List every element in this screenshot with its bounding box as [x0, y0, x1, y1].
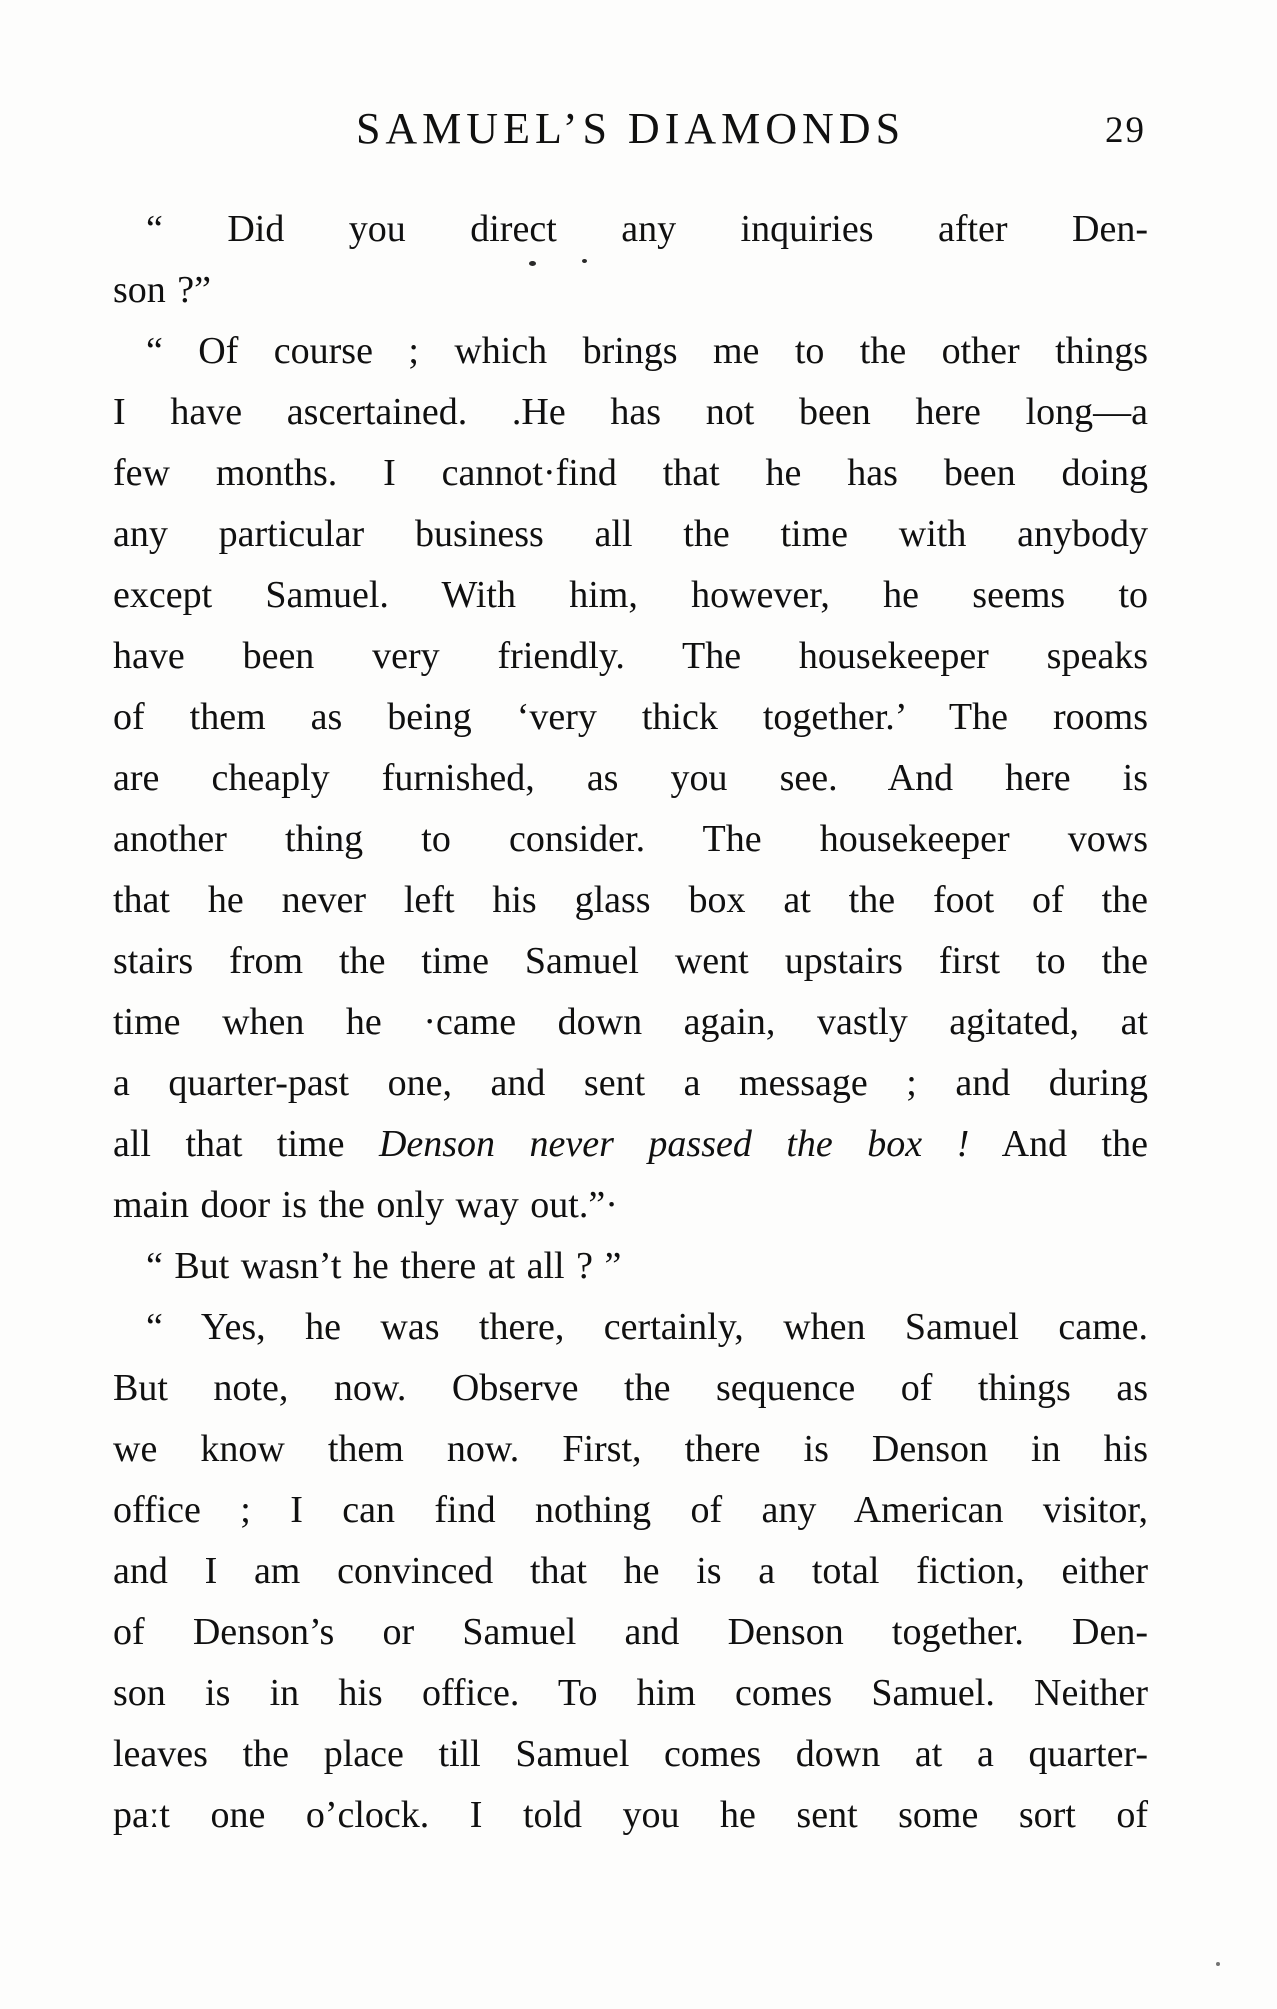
- text-segment: are cheaply furnished, as you see. And here is: [113, 757, 1148, 799]
- text-line: [113, 870, 1148, 931]
- text-segment: except Samuel. With him, however, he seems to: [113, 574, 1148, 616]
- text-line: [113, 1175, 1148, 1236]
- text-line: [113, 1297, 1148, 1358]
- text-line: [113, 1785, 1148, 1846]
- text-segment: another thing to consider. The housekeeper vows: [113, 818, 1148, 860]
- text-line: [113, 321, 1148, 382]
- text-line: [113, 931, 1148, 992]
- text-segment: time when he ·came down again, vastly agitated, at: [113, 1001, 1148, 1043]
- text-segment: office ; I can find nothing of any American visitor,: [113, 1489, 1148, 1531]
- text-segment: son ?”: [113, 269, 212, 311]
- text-segment: a quarter-past one, and sent a message ; and during: [113, 1062, 1148, 1104]
- text-line: [113, 1236, 1148, 1297]
- text-segment: have been very friendly. The housekeeper speaks: [113, 635, 1148, 677]
- text-line: [113, 565, 1148, 626]
- text-segment: “ But wasn’t he there at all ? ”: [146, 1245, 622, 1287]
- text-segment: “ Of course ; which brings me to the other things: [146, 330, 1148, 372]
- text-line: [113, 809, 1148, 870]
- text-line: [113, 504, 1148, 565]
- text-line: [113, 443, 1148, 504]
- text-segment: paːt one o’clock. I told you he sent some sort of: [113, 1794, 1148, 1836]
- text-segment: “ Did you direct any inquiries after Den-: [146, 208, 1148, 250]
- text-segment: stairs from the time Samuel went upstairs first to the: [113, 940, 1148, 982]
- scan-speck: [582, 259, 587, 263]
- text-line: [113, 1602, 1148, 1663]
- text-line: [113, 1541, 1148, 1602]
- text-line: [113, 626, 1148, 687]
- text-line: [113, 748, 1148, 809]
- text-line: [113, 1663, 1148, 1724]
- text-segment: main door is the only way out.”·: [113, 1184, 618, 1226]
- text-segment: “ Yes, he was there, certainly, when Samuel came.: [146, 1306, 1148, 1348]
- italic-text-segment: Denson never passed the box !: [378, 1123, 970, 1165]
- text-segment: I have ascertained. .He has not been here long—a: [113, 391, 1148, 433]
- text-segment: And the: [969, 1123, 1148, 1165]
- text-segment: son is in his office. To him comes Samuel. Neither: [113, 1672, 1148, 1714]
- scan-speck: [529, 261, 536, 266]
- text-line: [113, 1419, 1148, 1480]
- text-line: [113, 260, 1148, 321]
- text-line: [113, 1053, 1148, 1114]
- running-head: [113, 103, 1148, 159]
- text-segment: any particular business all the time with anybody: [113, 513, 1148, 555]
- text-line: [113, 382, 1148, 443]
- page-number: 29: [1105, 110, 1146, 151]
- text-segment: all that time: [113, 1123, 379, 1165]
- text-segment: of them as being ‘very thick together.’ The rooms: [113, 696, 1148, 738]
- text-line: [113, 1480, 1148, 1541]
- text-segment: few months. I cannot·find that he has been doing: [113, 452, 1148, 494]
- scan-speck: [1216, 1962, 1220, 1966]
- body-text: [113, 199, 1148, 1846]
- text-segment: we know them now. First, there is Denson in his: [113, 1428, 1148, 1470]
- text-line: [113, 1358, 1148, 1419]
- text-line: [113, 992, 1148, 1053]
- text-segment: and I am convinced that he is a total fiction, either: [113, 1550, 1148, 1592]
- text-segment: that he never left his glass box at the foot of the: [113, 879, 1148, 921]
- text-segment: of Denson’s or Samuel and Denson together. Den-: [113, 1611, 1148, 1653]
- text-line: [113, 199, 1148, 260]
- text-segment: But note, now. Observe the sequence of things as: [113, 1367, 1148, 1409]
- text-line: [113, 1114, 1148, 1175]
- page-title: SAMUEL’S DIAMONDS: [355, 104, 906, 153]
- text-line: [113, 1724, 1148, 1785]
- text-segment: leaves the place till Samuel comes down at a quarter-: [113, 1733, 1148, 1775]
- text-line: [113, 687, 1148, 748]
